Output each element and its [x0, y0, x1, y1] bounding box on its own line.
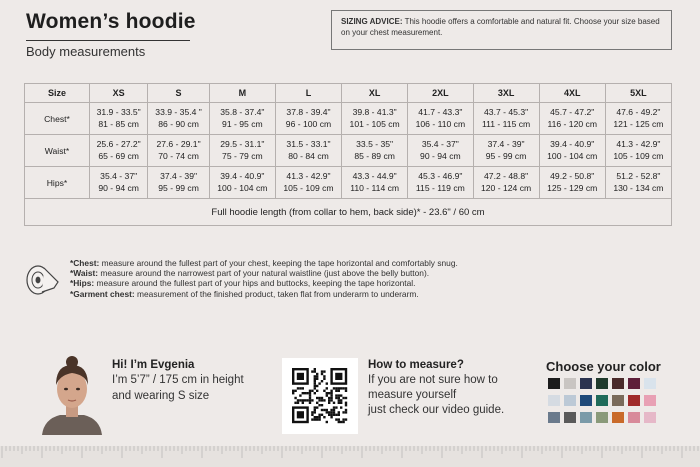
measurement-cm: 100 - 104 cm: [547, 150, 598, 161]
size-header: 5XL: [605, 84, 671, 103]
measurement-inches: 39.4 - 40.9": [550, 139, 595, 149]
measurement-cell: [90, 103, 148, 135]
measurement-cell: [148, 135, 209, 167]
measurement-cm: 96 - 100 cm: [285, 118, 332, 129]
model-title: Hi! I’m Evgenia: [112, 359, 195, 371]
measurement-cell: [539, 135, 605, 167]
measurement-cm: 75 - 79 cm: [222, 150, 263, 161]
measurement-cm: 120 - 124 cm: [481, 182, 532, 193]
measurement-cell: [148, 167, 209, 199]
measurement-cm: 105 - 109 cm: [613, 150, 664, 161]
measurement-cm: 70 - 74 cm: [158, 150, 199, 161]
full-length-row: [25, 199, 672, 226]
measurement-cell: [209, 135, 275, 167]
measurement-inches: 35.4 - 37": [421, 139, 459, 149]
measurement-cm: 116 - 120 cm: [547, 118, 597, 129]
measurement-inches: 41.7 - 43.3": [418, 107, 463, 117]
note-garment-chest: [70, 289, 458, 299]
ruler-decoration: [0, 446, 700, 467]
color-swatch[interactable]: [580, 378, 592, 389]
title-underline: [26, 40, 190, 41]
size-header: XL: [342, 84, 408, 103]
table-row: [25, 103, 672, 135]
measurement-cm: 110 - 114 cm: [350, 182, 400, 193]
page-subtitle: Body measurements: [26, 44, 146, 59]
size-header: 2XL: [408, 84, 473, 103]
color-swatch[interactable]: [628, 395, 640, 406]
size-header: L: [275, 84, 341, 103]
color-swatch[interactable]: [580, 395, 592, 406]
measurement-cell: [539, 167, 605, 199]
full-length-note: Full hoodie length (from collar to hem, back side)* - 23.6" / 60 cm: [25, 199, 672, 226]
measurement-cm: 80 - 84 cm: [288, 150, 329, 161]
color-swatch[interactable]: [596, 395, 608, 406]
color-swatch[interactable]: [596, 378, 608, 389]
measurement-cell: [342, 135, 408, 167]
table-row: [25, 167, 672, 199]
note-term: *Chest:: [70, 258, 100, 268]
how-to-line: measure yourself: [368, 389, 457, 401]
how-to-measure-title: How to measure?: [368, 359, 464, 371]
model-size: and wearing S size: [112, 390, 210, 402]
size-header-row: [25, 84, 672, 103]
color-swatch[interactable]: [628, 378, 640, 389]
measurement-inches: 29.5 - 31.1": [220, 139, 265, 149]
measurement-cm: 115 - 119 cm: [415, 182, 465, 193]
measuring-tape-icon: [24, 258, 64, 298]
measurement-inches: 39.4 - 40.9": [220, 171, 265, 181]
color-swatch[interactable]: [612, 395, 624, 406]
measurement-cell: [539, 103, 605, 135]
sizing-advice-text: This hoodie offers a comfortable and natural fit. Choose your size based on your chest measurement.: [341, 17, 660, 37]
model-photo: [40, 353, 104, 435]
measurement-notes: [70, 258, 458, 299]
size-header: 4XL: [539, 84, 605, 103]
measurement-cm: 85 - 89 cm: [354, 150, 395, 161]
measurement-cm: 95 - 99 cm: [485, 150, 527, 161]
measurement-cm: 106 - 110 cm: [415, 118, 466, 129]
how-to-line: just check our video guide.: [368, 404, 505, 416]
row-label: Hips*: [25, 167, 90, 199]
measurement-cell: [605, 135, 671, 167]
measurement-inches: 51.2 - 52.8": [616, 171, 661, 181]
note-chest: [70, 258, 458, 268]
measurement-cm: 81 - 85 cm: [98, 118, 139, 129]
measurement-cm: 130 - 134 cm: [613, 182, 664, 193]
color-title: Choose your color: [546, 359, 661, 374]
color-swatch[interactable]: [548, 412, 560, 423]
measurement-cell: [473, 135, 539, 167]
measurement-inches: 33.5 - 35": [356, 139, 394, 149]
row-label: Waist*: [25, 135, 90, 167]
measurement-cell: [275, 167, 341, 199]
qr-code-icon: [282, 358, 358, 434]
note-term: *Hips:: [70, 278, 95, 289]
measurement-cell: [90, 167, 148, 199]
sizing-advice-box: [331, 10, 672, 50]
color-swatch[interactable]: [596, 412, 608, 423]
measurement-inches: 41.3 - 42.9": [286, 171, 331, 181]
color-swatch[interactable]: [564, 412, 576, 423]
measurement-inches: 45.3 - 46.9": [418, 171, 463, 181]
measurement-inches: 43.3 - 44.9": [352, 171, 397, 181]
measurement-inches: 37.4 - 39": [160, 171, 198, 181]
measurement-cell: [408, 135, 473, 167]
measurement-cell: [473, 103, 539, 135]
measurement-inches: 45.7 - 47.2": [550, 107, 595, 117]
measurement-cell: [90, 135, 148, 167]
measurement-inches: 33.9 - 35.4 ": [155, 107, 202, 117]
color-swatches: [548, 378, 668, 428]
measurement-inches: 31.9 - 33.5": [96, 107, 141, 117]
measurement-inches: 31.5 - 33.1": [286, 139, 331, 149]
measurement-inches: 27.6 - 29.1": [156, 139, 201, 149]
color-swatch[interactable]: [612, 378, 624, 389]
measurement-inches: 37.4 - 39": [487, 139, 525, 149]
size-header: S: [148, 84, 209, 103]
measurement-inches: 49.2 - 50.8": [550, 171, 595, 181]
measurement-inches: 25.6 - 27.2": [96, 139, 141, 149]
measurement-cell: [275, 135, 341, 167]
note-hips: [70, 278, 458, 288]
color-swatch[interactable]: [580, 412, 592, 423]
how-to-line: If you are not sure how to: [368, 374, 498, 386]
page-title: Women’s hoodie: [26, 10, 196, 33]
qr-code[interactable]: [282, 358, 358, 434]
measurement-cm: 100 - 104 cm: [217, 182, 268, 193]
measurement-cm: 91 - 95 cm: [222, 118, 263, 129]
measurement-cell: [209, 167, 275, 199]
measurement-cm: 90 - 94 cm: [98, 182, 139, 193]
note-text: measure around the fullest part of your chest, keeping the tape horizontal and comfortably snug.: [99, 258, 458, 268]
color-swatch[interactable]: [644, 395, 656, 406]
measurement-cell: [342, 103, 408, 135]
model-height: I’m 5’7” / 175 cm in height: [112, 374, 244, 386]
row-label: Chest*: [25, 103, 90, 135]
color-swatch[interactable]: [644, 412, 656, 423]
color-swatch[interactable]: [612, 412, 624, 423]
size-header: XS: [90, 84, 148, 103]
color-swatch[interactable]: [548, 378, 560, 389]
measurement-inches: 47.6 - 49.2": [616, 107, 661, 117]
sizing-advice-label: SIZING ADVICE:: [341, 17, 403, 26]
color-swatch[interactable]: [564, 378, 576, 389]
color-swatch[interactable]: [628, 412, 640, 423]
measurement-cell: [408, 103, 473, 135]
measurement-cell: [342, 167, 408, 199]
measurement-inches: 35.8 - 37.4": [220, 107, 265, 117]
note-waist: [70, 268, 458, 278]
color-swatch[interactable]: [644, 378, 656, 389]
measurement-cm: 86 - 90 cm: [158, 118, 199, 129]
size-header: 3XL: [473, 84, 539, 103]
note-text: measure around the fullest part of your hips and buttocks, keeping the tape horizontal.: [94, 278, 416, 289]
size-corner-label: Size: [25, 84, 90, 103]
measurement-cm: 90 - 94 cm: [420, 150, 461, 161]
measurement-cell: [605, 167, 671, 199]
measurement-cm: 65 - 69 cm: [98, 150, 139, 161]
measurement-cm: 95 - 99 cm: [158, 182, 199, 193]
measurement-cm: 105 - 109 cm: [283, 182, 334, 193]
note-term: *Garment chest:: [70, 288, 135, 299]
measurement-cell: [209, 103, 275, 135]
measurement-inches: 37.8 - 39.4": [286, 107, 331, 117]
measurement-cell: [275, 103, 341, 135]
measurement-inches: 47.2 - 48.8": [484, 171, 529, 181]
note-text: measure around the narrowest part of your natural waistline (just above the belly button).: [98, 268, 430, 279]
measurement-cm: 125 - 129 cm: [547, 182, 598, 193]
note-text: measurement of the finished product, taken flat from underarm to underarm.: [134, 288, 419, 299]
size-header: M: [209, 84, 275, 103]
measurement-cell: [605, 103, 671, 135]
measurement-cm: 121 - 125 cm: [613, 118, 664, 129]
size-table: [24, 83, 672, 226]
color-swatch[interactable]: [548, 395, 560, 406]
measurement-cell: [148, 103, 209, 135]
measurement-cm: 111 - 115 cm: [481, 118, 531, 129]
table-row: [25, 135, 672, 167]
measurement-cell: [408, 167, 473, 199]
color-swatch[interactable]: [564, 395, 576, 406]
note-term: *Waist:: [70, 268, 99, 279]
measurement-cell: [473, 167, 539, 199]
measurement-inches: 43.7 - 45.3": [484, 107, 529, 117]
measurement-cm: 101 - 105 cm: [349, 118, 400, 129]
measurement-inches: 35.4 - 37": [100, 171, 138, 181]
measurement-inches: 41.3 - 42.9": [616, 139, 661, 149]
measurement-inches: 39.8 - 41.3": [352, 107, 397, 117]
